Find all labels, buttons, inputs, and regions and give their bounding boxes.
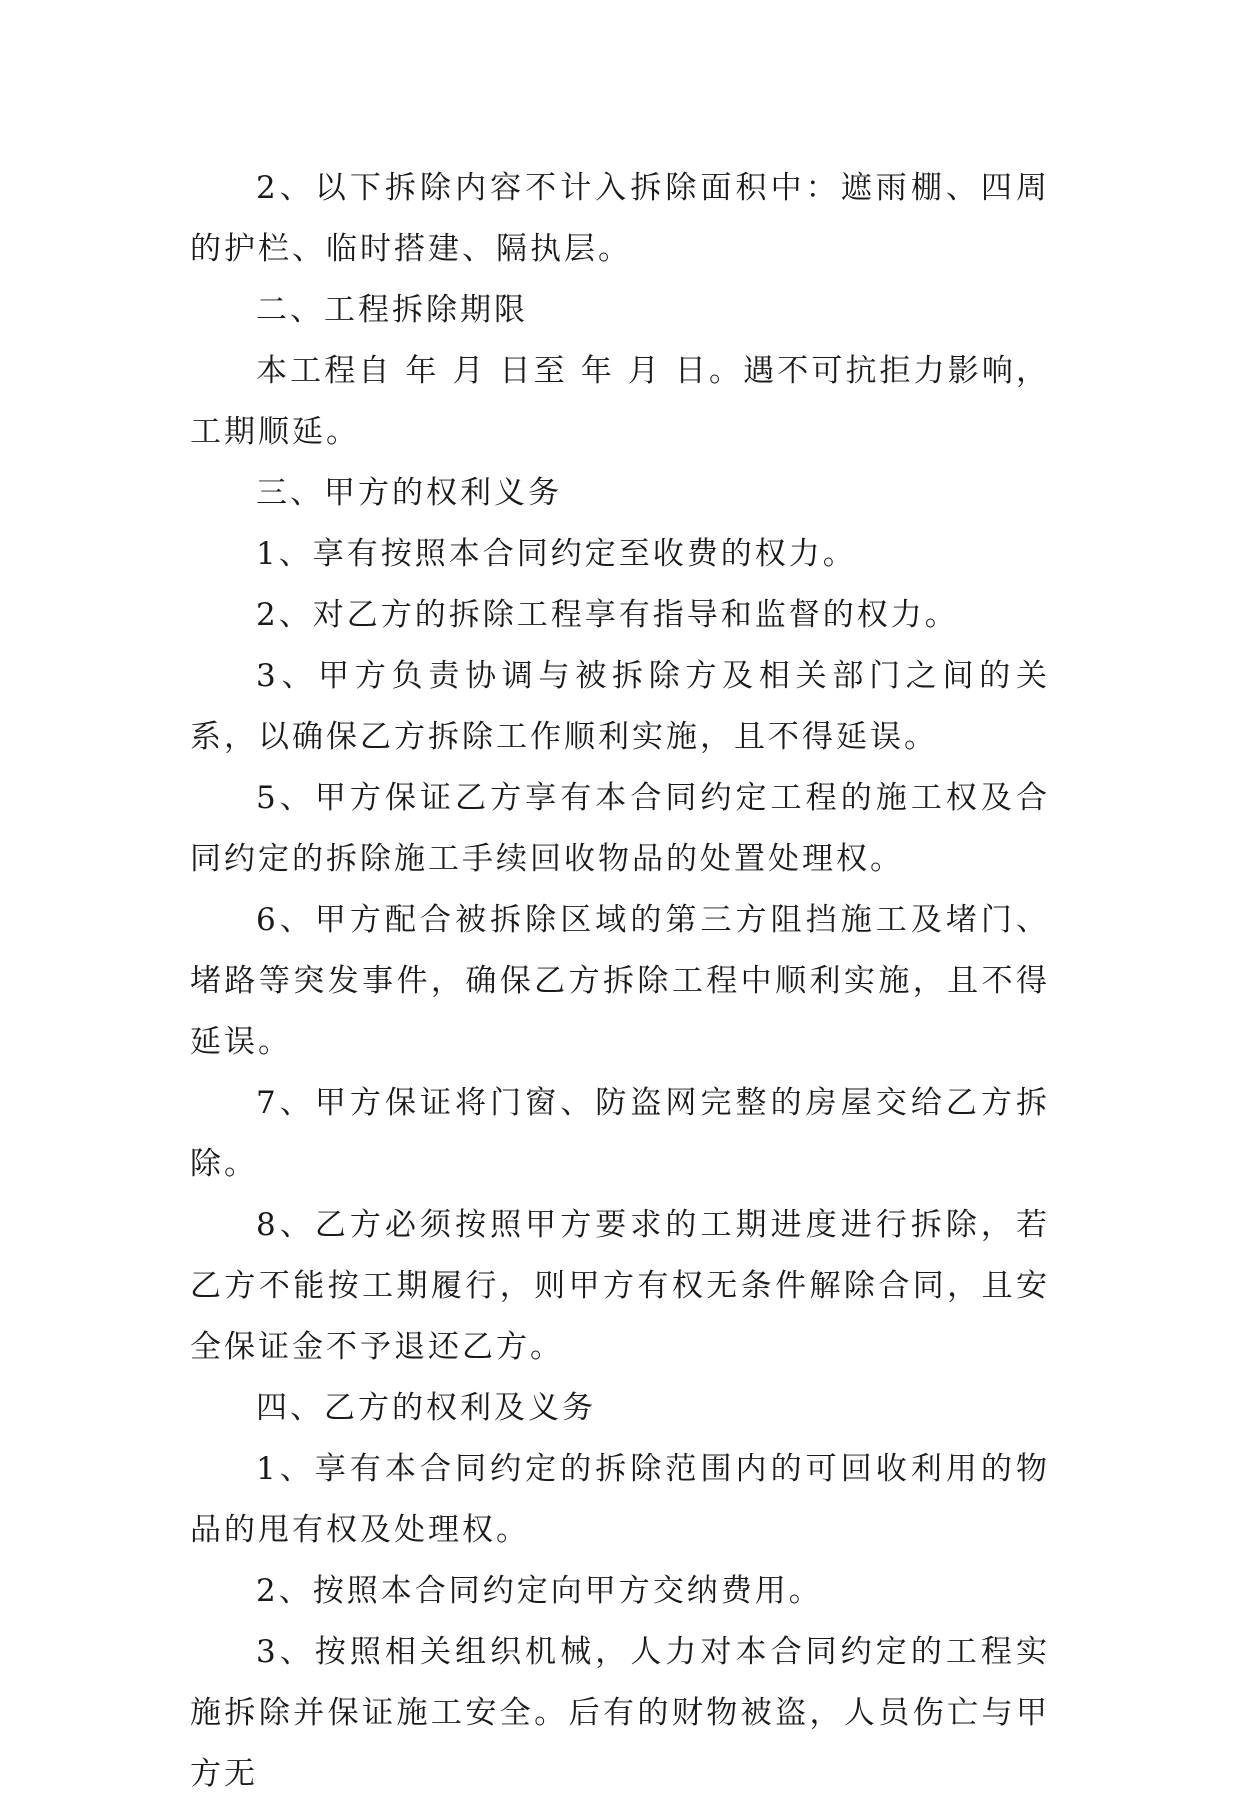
party-a-clause-5: 5、甲方保证乙方享有本合同约定工程的施工权及合同约定的拆除施工手续回收物品的处置处理权。: [190, 780, 1050, 877]
clause-2-excluded-items: 2、以下拆除内容不计入拆除面积中：遮雨棚、四周的护栏、临时搭建、隔执层。: [190, 170, 1050, 267]
section-heading-party-b-rights: 四、乙方的权利及义务: [256, 1390, 596, 1426]
party-a-clause-2: 2、对乙方的拆除工程享有指导和监督的权力。: [256, 597, 959, 633]
clause-period-dates: 本工程自 年 月 日至 年 月 日。遇不可抗拒力影响，工期顺延。: [190, 353, 1050, 450]
party-b-clause-1: 1、享有本合同约定的拆除范围内的可回收利用的物品的甩有权及处理权。: [190, 1451, 1050, 1548]
party-a-clause-1: 1、享有按照本合同约定至收费的权力。: [256, 536, 857, 572]
party-b-clause-3: 3、按照相关组织机械，人力对本合同约定的工程实施拆除并保证施工安全。后有的财物被盗，人员伤亡与甲方无: [190, 1634, 1050, 1792]
party-a-clause-7: 7、甲方保证将门窗、防盗网完整的房屋交给乙方拆除。: [190, 1085, 1050, 1182]
section-heading-demolition-period: 二、工程拆除期限: [256, 292, 528, 328]
party-a-clause-6: 6、甲方配合被拆除区域的第三方阻挡施工及堵门、堵路等突发事件，确保乙方拆除工程中顺利实施，且不得延误。: [190, 902, 1050, 1060]
party-b-clause-2: 2、按照本合同约定向甲方交纳费用。: [256, 1573, 823, 1609]
party-a-clause-3: 3、甲方负责协调与被拆除方及相关部门之间的关系，以确保乙方拆除工作顺利实施，且不得延误。: [190, 658, 1050, 755]
section-heading-party-a-rights: 三、甲方的权利义务: [256, 475, 562, 511]
document-body: [190, 158, 1050, 1805]
party-a-clause-8: 8、乙方必须按照甲方要求的工期进度进行拆除，若乙方不能按工期履行，则甲方有权无条件解除合同，且安全保证金不予退还乙方。: [190, 1207, 1050, 1365]
